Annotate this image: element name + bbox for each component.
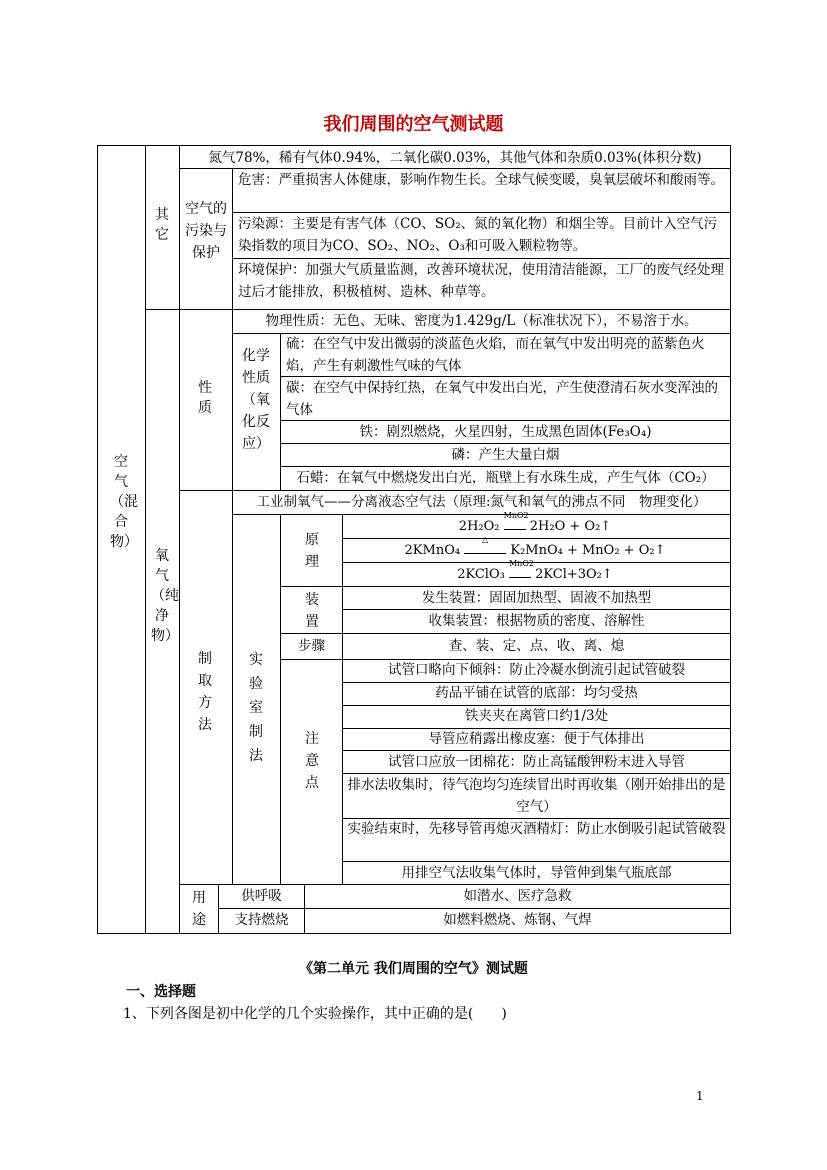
principle-header: 原理 — [305, 532, 319, 570]
environment-protection: 环境保护：加强大气质量监测，改善环境状况，使用清洁能源，工厂的废气经处理过后才能排放，积极植树、造林、种草等。 — [238, 262, 724, 300]
page-title: 我们周围的空气测试题 — [323, 114, 504, 135]
air-mixture-header: 空气（混合物） — [110, 454, 138, 550]
notes-header: 注意点 — [305, 731, 319, 791]
note-item: 用排空气法收集气体时，导管伸到集气瓶底部 — [401, 865, 672, 881]
equation-h2o2: 2H₂O₂ MnO2 2H₂O + O₂↑ — [458, 511, 612, 534]
iron-combustion: 铁：剧烈燃烧，火星四射，生成黑色固体(Fe₃O₄) — [359, 424, 652, 440]
part-one-heading: 一、选择题 — [126, 984, 196, 1000]
air-composition: 氮气78%，稀有气体0.94%，二氧化碳0.03%，其他气体和杂质0.03%(体积分数) — [208, 150, 702, 166]
note-item: 实验结束时，先移导管再熄灭酒精灯：防止水倒吸引起试管破裂 — [347, 821, 726, 837]
property-header: 性质 — [198, 380, 212, 416]
phosphorus-combustion: 磷：产生大量白烟 — [451, 447, 560, 463]
generation-apparatus: 发生装置：固固加热型、固液不加热型 — [421, 590, 652, 606]
steps-header: 步骤 — [298, 638, 325, 654]
equation-kclo3: 2KClO₃ MnO2 2KCl+3O₂↑ — [457, 559, 613, 582]
note-item: 试管口略向下倾斜：防止冷凝水倒流引起试管破裂 — [388, 662, 685, 678]
page-number: 1 — [696, 1089, 704, 1103]
physical-property: 物理性质：无色、无味、密度为1.429g/L（标准状况下），不易溶于水。 — [265, 313, 698, 329]
sulfur-combustion: 硫：在空气中发出微弱的淡蓝色火焰，而在氧气中发出明亮的蓝紫色火焰，产生有刺激性气味的气体 — [286, 336, 705, 374]
paraffin-combustion: 石蜡：在氧气中燃烧发出白光，瓶壁上有水珠生成，产生气体（CO₂） — [296, 470, 715, 486]
catalyst-label: MnO2 — [503, 511, 529, 520]
preparation-header: 制取方法 — [198, 651, 212, 733]
section-title: 《第二单元 我们周围的空气》测试题 — [299, 961, 528, 977]
note-item: 排水法收集时，待气泡均匀连续冒出时再收集（刚开始排出的是空气） — [347, 777, 726, 815]
question-1: 1、下列各图是初中化学的几个实验操作，其中正确的是( ) — [123, 1006, 507, 1022]
pollution-header: 空气的污染与保护 — [185, 201, 227, 261]
lab-preparation-header: 实验室制法 — [249, 652, 263, 764]
collection-apparatus: 收集装置：根据物质的密度、溶解性 — [428, 613, 645, 629]
industrial-preparation: 工业制氧气——分离液态空气法（原理:氮气和氧气的沸点不同 物理变化） — [256, 494, 707, 510]
note-item: 导管应稍露出橡皮塞：便于气体排出 — [428, 731, 645, 747]
heat-label: △ — [482, 535, 489, 544]
chemical-property-header: 化学性质（氧化反应） — [242, 348, 270, 452]
steps: 查、装、定、点、收、离、熄 — [448, 638, 625, 654]
equation-kmno4: 2KMnO₄ △ K₂MnO₄ + MnO₂ + O₂↑ — [404, 535, 666, 558]
use-combustion-value: 如燃料燃烧、炼钢、气焊 — [443, 912, 592, 928]
pollution-harm: 危害：严重损害人体健康，影响作物生长。全球气候变暖，臭氧层破坏和酸雨等。 — [238, 172, 724, 188]
note-item: 药品平铺在试管的底部：均匀受热 — [435, 685, 638, 701]
pollution-sources: 污染源：主要是有害气体（CO、SO₂、氮的氧化物）和烟尘等。目前计入空气污染指数的项目为CO、SO₂、NO₂、O₃和可吸入颗粒物等。 — [238, 216, 718, 254]
apparatus-header: 装置 — [305, 592, 319, 630]
oxygen-header: 氧气（纯净物） — [151, 548, 179, 644]
other-header: 其它 — [155, 207, 169, 243]
catalyst-label: MnO2 — [508, 559, 534, 568]
use-header: 用途 — [192, 890, 206, 928]
note-item: 铁夹夹在离管口约1/3处 — [464, 708, 609, 724]
use-combustion-label: 支持燃烧 — [234, 912, 289, 928]
carbon-combustion: 碳：在空气中保持红热，在氧气中发出白光，产生使澄清石灰水变浑浊的气体 — [286, 380, 718, 418]
use-respiration-value: 如潜水、医疗急救 — [463, 888, 572, 904]
use-respiration-label: 供呼吸 — [241, 888, 282, 904]
note-item: 试管口应放一团棉花：防止高锰酸钾粉末进入导管 — [388, 754, 685, 770]
